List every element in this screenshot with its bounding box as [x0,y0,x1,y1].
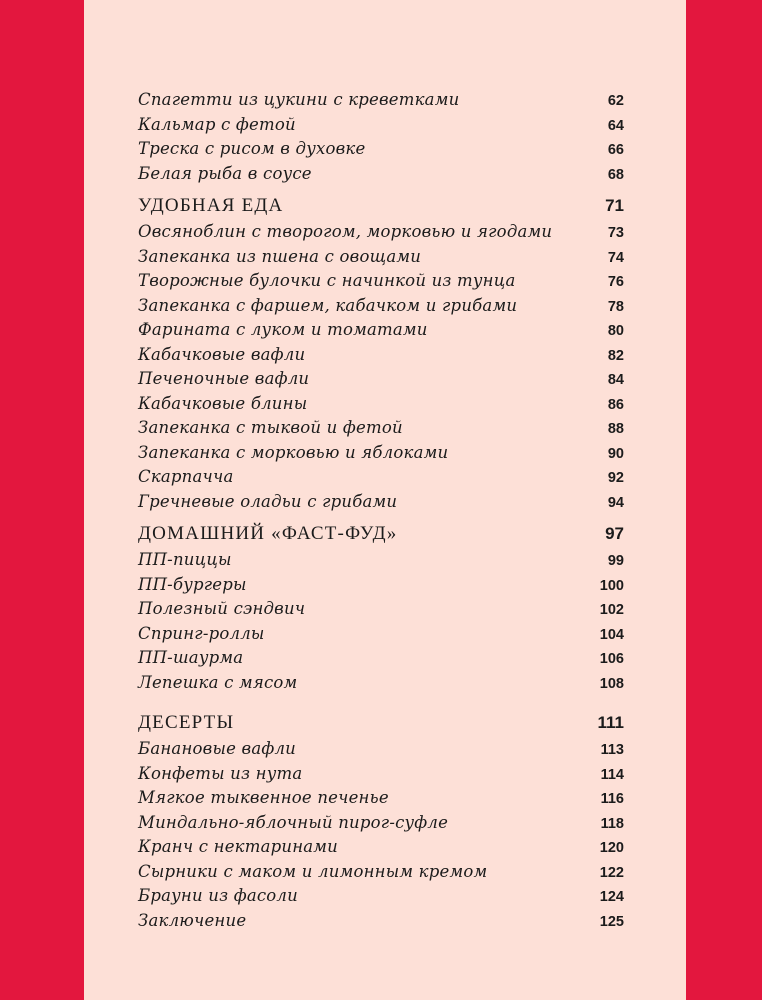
section-title: ДЕСЕРТЫ [138,712,235,733]
entry-title: Овсяноблин с творогом, морковью и ягодами [138,222,553,241]
toc-entry [138,813,624,838]
entry-title: Творожные булочки с начинкой из тунца [138,271,516,290]
entry-title: Спринг-роллы [138,623,265,643]
entry-title: Гречневые оладьи с грибами [138,491,398,511]
page-number: 114 [600,766,624,783]
toc-entry [138,247,624,272]
page-number: 113 [600,742,624,758]
toc-entry [138,492,624,517]
entry-title: Заключение [138,910,247,930]
page-number: 99 [607,553,624,569]
entry-title: Печеночные вафли [138,369,310,388]
page-number: 84 [607,372,624,388]
entry-title: Запеканка с фаршем, кабачком и грибами [138,295,518,315]
entry-title: Полезный сэндвич [138,599,306,618]
entry-title: Конфеты из нута [138,763,303,783]
entry-title: Кальмар с фетой [138,114,296,134]
toc-section-heading [138,518,624,550]
toc-entry [138,222,624,247]
page-number: 74 [607,249,624,266]
toc-entry [138,886,624,911]
entry-title: Сырники с маком и лимонным кремом [138,861,488,881]
entry-title: Банановые вафли [138,739,297,758]
page-number: 125 [599,913,624,930]
toc-entry [138,139,624,164]
page-number: 97 [605,524,624,543]
toc-entry [138,575,624,600]
toc-entry [138,467,624,492]
toc-section-heading [138,707,624,739]
entry-title: Запеканка с тыквой и фетой [138,418,403,437]
toc-entry [138,862,624,887]
entry-title: ПП-шаурма [138,648,244,667]
page-number: 71 [605,196,624,215]
page-number: 88 [607,421,624,437]
toc-entry [138,443,624,468]
book-page [84,0,686,1000]
toc-entry [138,369,624,394]
toc-entry [138,764,624,789]
page-number: 102 [599,602,624,618]
entry-title: Брауни из фасоли [138,886,298,905]
page-number: 78 [607,298,624,315]
page-number: 108 [599,675,624,692]
section-spacer [138,697,624,705]
entry-title: Кабачковые вафли [138,344,306,364]
toc-entry [138,296,624,321]
entry-title: Треска с рисом в духовке [138,139,366,158]
toc-entry [138,648,624,673]
page-number: 86 [607,396,624,413]
entry-title: Миндально-яблочный пирог-суфле [138,812,449,832]
toc-entry [138,164,624,189]
entry-title: Запеканка с морковью и яблоками [138,442,449,462]
entry-title: Кранч с нектаринами [138,837,339,856]
page-number: 94 [607,494,624,511]
entry-title: Фарината с луком и томатами [138,320,428,339]
entry-title: Мягкое тыквенное печенье [138,788,389,807]
page-number: 122 [599,864,624,881]
toc-entry [138,673,624,698]
page-number: 100 [599,577,624,594]
toc-entry [138,550,624,575]
toc-entry [138,418,624,443]
toc-entry [138,739,624,764]
page-number: 66 [607,142,624,158]
entry-title: Спагетти из цукини с креветками [138,90,460,109]
toc-entry [138,345,624,370]
toc-entry [138,788,624,813]
page-number: 76 [607,274,624,290]
entry-title: ПП-бургеры [138,574,247,594]
toc-entry [138,90,624,115]
page-number: 62 [607,93,624,109]
toc-entry [138,624,624,649]
page-number: 73 [607,225,624,241]
page-number: 111 [597,713,624,732]
entry-title: Скарпачча [138,467,234,486]
entry-title: Кабачковые блины [138,393,308,413]
page-number: 106 [599,651,624,667]
section-title: УДОБНАЯ ЕДА [138,195,284,216]
page-number: 80 [607,323,624,339]
toc-entry [138,271,624,296]
toc-entry [138,599,624,624]
page-number: 92 [607,470,624,486]
toc-section-heading [138,190,624,222]
page-number: 64 [607,117,624,134]
entry-title: ПП-пиццы [138,550,232,569]
page-number: 118 [600,815,624,832]
page-number: 90 [607,445,624,462]
page-number: 82 [607,347,624,364]
toc-entry [138,837,624,862]
toc-entry [138,115,624,140]
page-number: 68 [607,166,624,183]
entry-title: Белая рыба в соусе [138,163,312,183]
entry-title: Лепешка с мясом [138,672,298,692]
table-of-contents [138,90,624,935]
page-number: 104 [599,626,624,643]
toc-entry [138,394,624,419]
page-number: 124 [599,889,624,905]
page-number: 116 [600,791,624,807]
toc-entry [138,911,624,936]
entry-title: Запеканка из пшена с овощами [138,246,422,266]
toc-entry [138,320,624,345]
section-title: ДОМАШНИЙ «ФАСТ-ФУД» [138,523,398,544]
page-number: 120 [599,840,624,856]
